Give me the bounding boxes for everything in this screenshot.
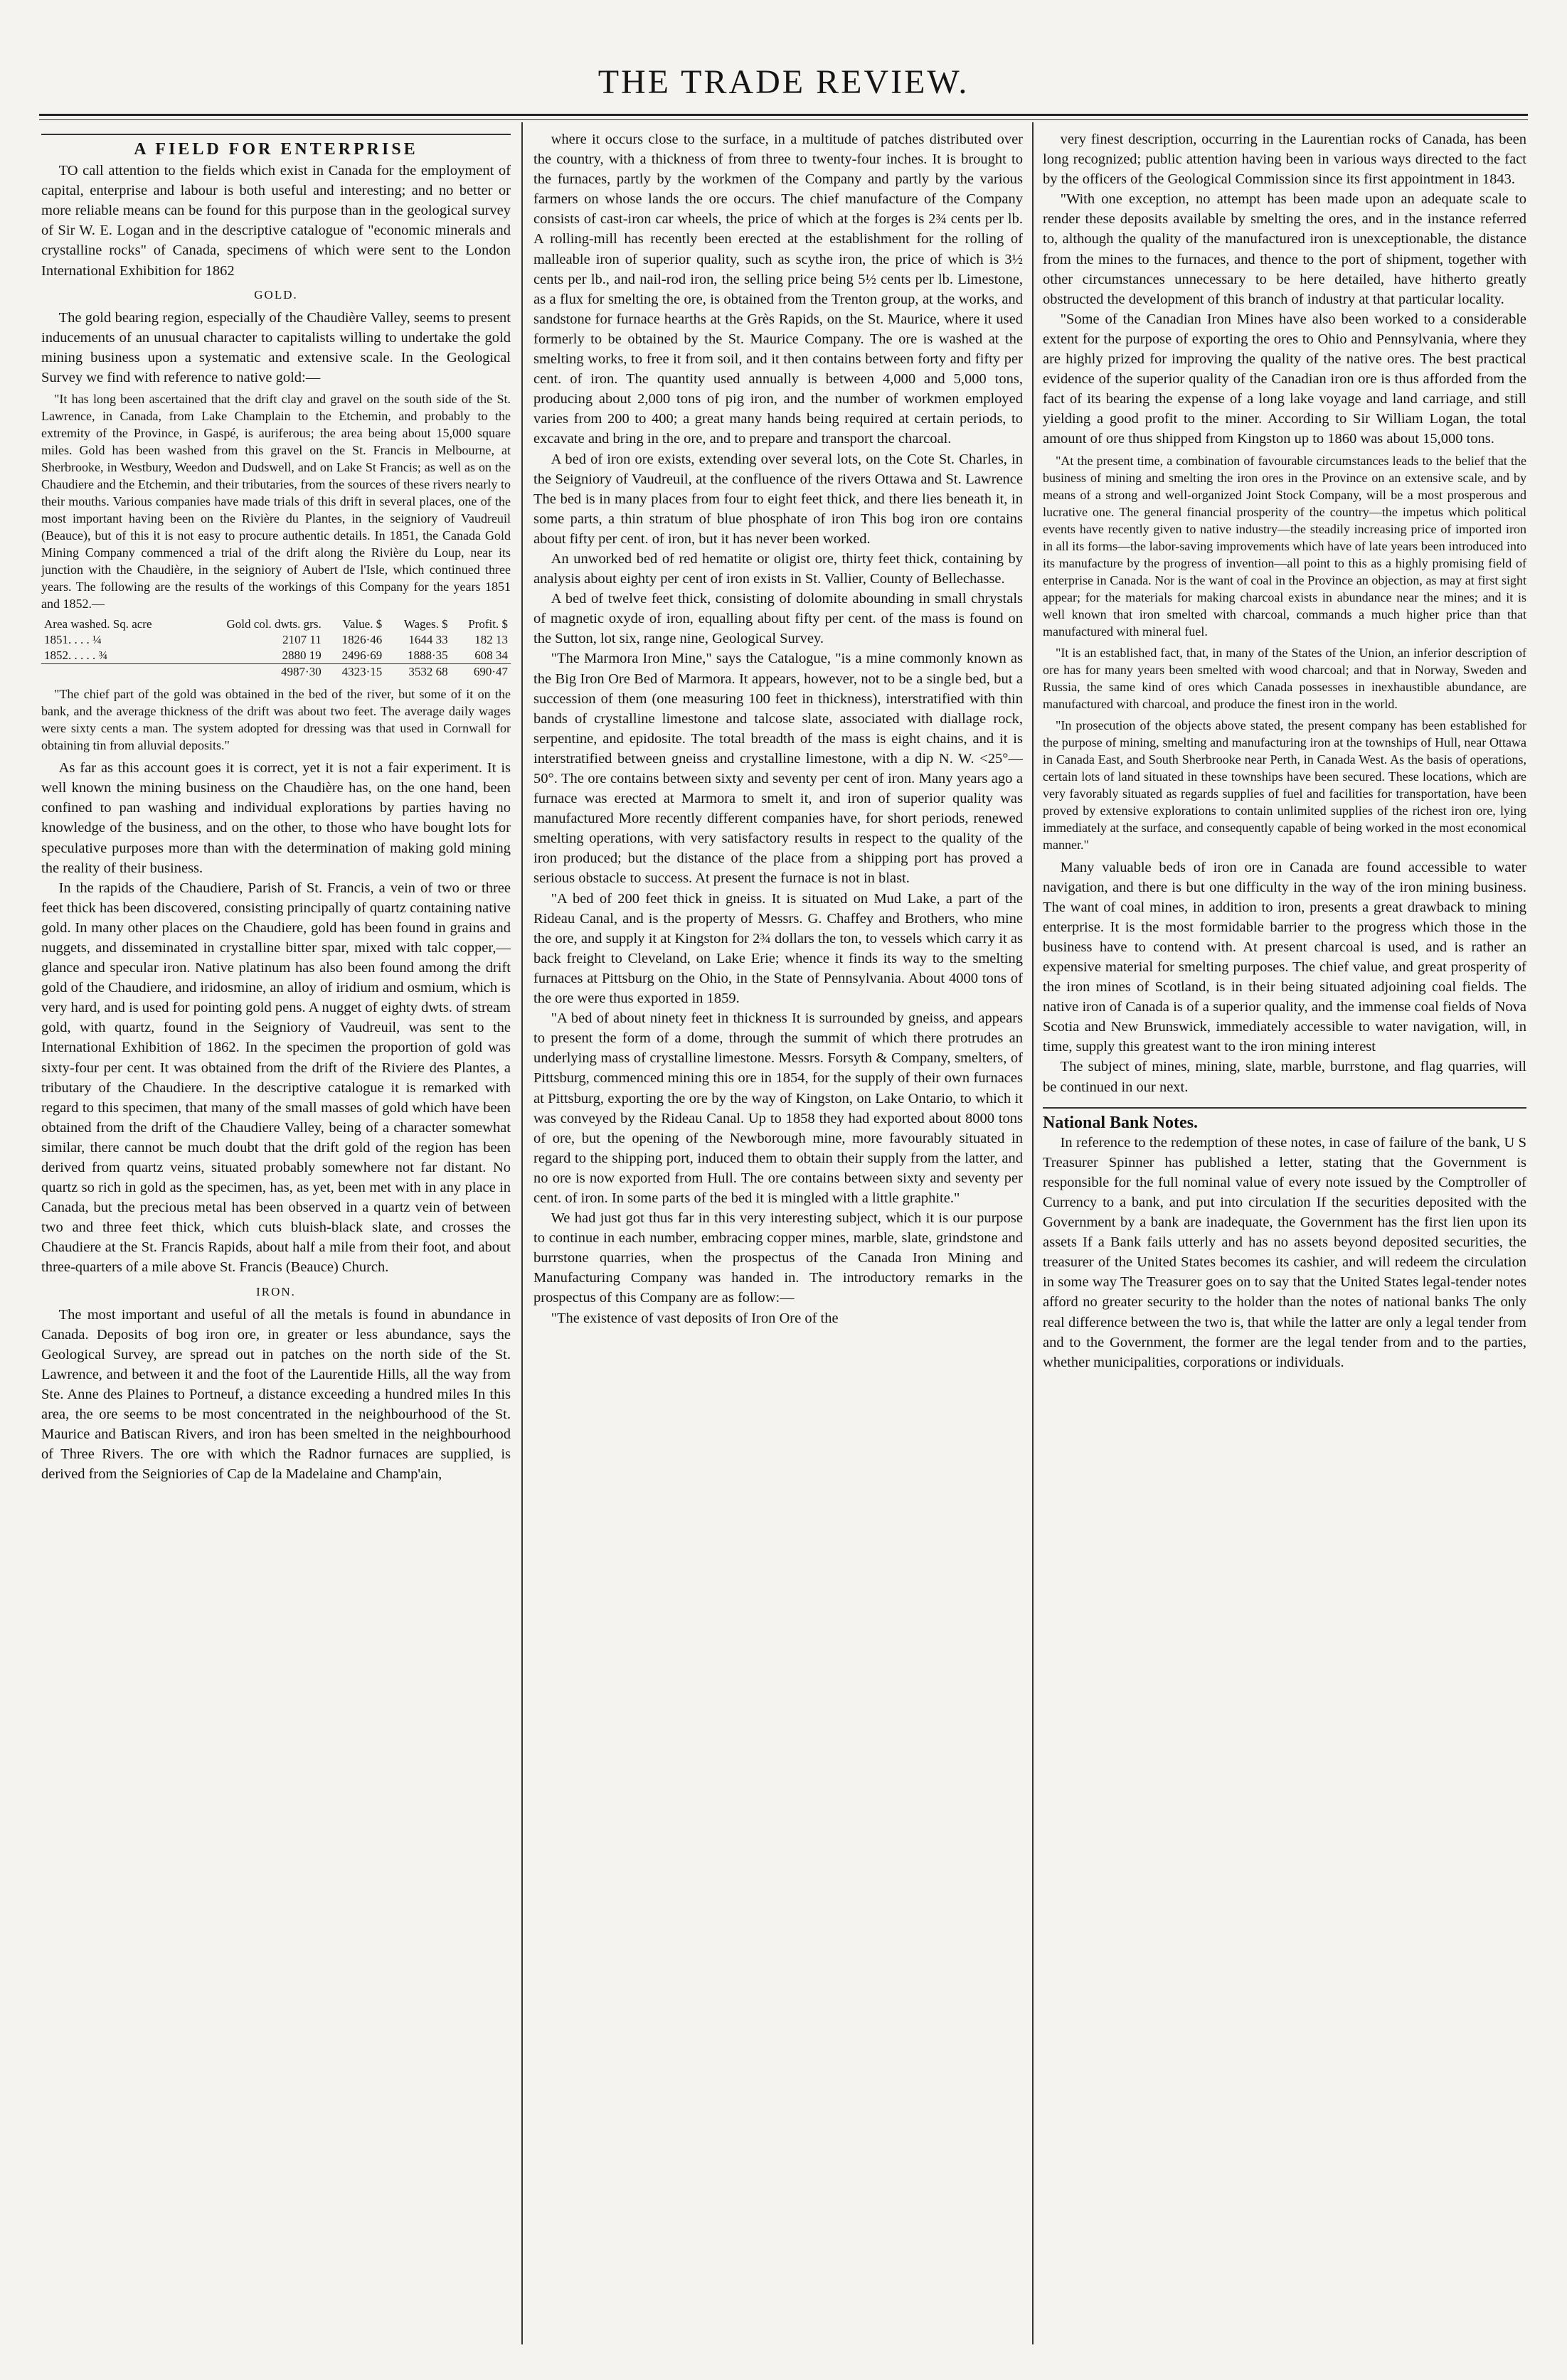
article-paragraph: TO call attention to the fields which exist in Canada for the employment of capital, enterprise and labour is both useful and interesting; and no better or more reliable means can be found for this purpose than in the geological survey of Sir W. E. Logan and in the descriptive catalogue of "economic minerals and crystalline rocks" of Canada, specimens of which were sent to the London International Exhibition for 1862 [41,163,511,279]
table-cell: 1852. . . . . ¾ [44,649,108,663]
table-header: Profit. $ [468,617,508,631]
article-paragraph: As far as this account goes it is correct, yet it is not a fair experiment. It is well known the mining business on the Chaudière has, on the one hand, been confined to pan washing and individual explorations by parties having no knowledge of the business, and on the other, to those who have bought lots for speculative purposes more than with the determination of making gold mining the reality of their business. [41,760,511,876]
table-cell: 608 34 [474,649,508,663]
table-row [41,648,511,664]
article-paragraph: The subject of mines, mining, slate, marble, burrstone, and flag quarries, will be continued in our next. [1043,1059,1526,1095]
article-paragraph: In the rapids of the Chaudiere, Parish of St. Francis, a vein of two or three feet thick has been discovered, consisting principally of quartz containing native gold. In many other places on the Chaudiere, gold has been found in grains and nuggets, and disseminated in crystalline bitter spar, mixed with talc copper,—glance and specular iron. Native platinum has also been found among the drift gold of the Chaudiere, and iridosmine, an alloy of iridium and osmium, which is very hard, and is used for pointing gold pens. A nugget of eighty dwts. of stream gold, with quartz, found in the Seigniory of Vaudreuil, was sent to the International Exhibition of 1862. In the specimen the proportion of gold was sixty-four per cent. It was obtained from the drift of the Riviere des Plantes, a tributary of the Chaudiere. In the descriptive catalogue it is remarked with regard to this specimen, that many of the small masses of gold which have been obtained from the drift of the Chaudiere Valley, being of a character somewhat similar, there cannot be much doubt that the drift gold of the region has been derived from quartz veins, situated probably somewhere not far distant. No quartz so rich in gold as the specimen, has, as yet, been met with in any place in Canada, but the precious metal has been observed in a quartz vein of between two and three feet thick, which cuts bluish-black slate, and crosses the Chaudiere at the St. Francis Rapids, about half a mile from their foot, and about three-quarters of a mile above St. Francis (Beauce) Church. [41,880,511,1276]
quoted-passage: "In prosecution of the objects above stated, the present company has been established for the purpose of mining, smelting and manufacturing iron at the townships of Hull, near Ottawa in Canada East, and South Sherbrooke near Perth, in Canada West. As the basis of operations, certain lots of land situated in these townships have been secured. These locations, which are very favorably situated as regards supplies of fuel and facilities for transportation, have been proved by extensive explorations to contain unlimited supplies of the richest iron ore, lying immediately at the surface, and consequently capable of being worked in the most economical manner." [1043,717,1526,852]
table-header: Wages. $ [403,617,448,631]
table-cell: 2880 19 [282,649,322,663]
section-heading-gold: GOLD. [254,287,298,301]
table-cell: 1644 33 [408,633,448,647]
article-paragraph: Many valuable beds of iron ore in Canada are found accessible to water navigation, and there is but one difficulty in the way of the iron mining business. The want of coal mines, in addition to iron, presents a great drawback to mining enterprise. It is the most formidable barrier to the progress which those in the business have to contend with. At present charcoal is used, and is rather an expensive material for smelting purposes. The chief value, and great prosperity of the iron mines of Scotland, is in their being situated adjoining coal fields. The native iron of Canada is of a superior quality, and the immense coal fields of Nova Scotia and New Brunswick, immediately accessible to water navigation, will, in time, supply this greatest want to the iron mining interest [1043,859,1526,1055]
column-divider [1032,122,1034,2344]
article-paragraph: "A bed of about ninety feet in thickness It is surrounded by gneiss, and appears to present the form of a dome, through the summit of which there protrudes an underlying mass of crystalline limestone. Messrs. Forsyth & Company, smelters, of Pittsburg, commenced mining this ore in 1854, for the supply of their own furnaces at Pittsburg, exporting the ore by the way of Kingston, on Lake Ontario, to which it was conveyed by the Rideau Canal. Up to 1858 they had exported about 8000 tons of ore, but the opening of the Newborough mine, more favourably situated in regard to the shipping port, induced them to obtain their supply from the latter, and no ore is now exported from Hull. The ore contains between sixty and seventy per cent. of iron. In some parts of the bed it is mingled with a little graphite." [533,1010,1023,1206]
quoted-passage: "At the present time, a combination of favourable circumstances leads to the belief that the business of mining and smelting the iron ores in the Province on an extensive scale, and by means of a strong and well-organized Joint Stock Company, will be a most prosperous and lucrative one. The general financial prosperity of the country—the impetus which political events have recently given to native industry—the steadily increasing price of imported iron in all its forms—the labor-saving improvements which have of late years been introduced into its manufacture by the progress of invention—all point to this as a highly promising field of enterprise in Canada. Nor is the want of coal in the Province an objection, as may at first sight appear; for the materials for making charcoal exists in abundance near the mines; and it is well known that iron smelted with charcoal, commands a much higher price than that manufactured with mineral fuel. [1043,453,1526,639]
quoted-passage: "It is an established fact, that, in many of the States of the Union, an inferior description of ore has for many years been smelted with wood charcoal; and that in Norway, Sweden and Russia, the same kind of ores which Canada possesses in inexhaustible abundance, are manufactured with charcoal, and produce the finest iron in the world. [1043,645,1526,711]
article-paragraph: "With one exception, no attempt has been made upon an adequate scale to render these deposits available by smelting the ores, and in the instance referred to, although the quality of the manufactured iron is unexceptionable, the distance from the mines to the furnaces, and thence to the port of shipment, together with other circumstances unnecessary to be here detailed, have hitherto greatly obstructed the development of this branch of industry at that particular locality. [1043,191,1526,307]
article-paragraph: "A bed of 200 feet thick in gneiss. It is situated on Mud Lake, a part of the Rideau Canal, and is the property of Messrs. G. Chaffey and Brothers, who mine the ore, and supply it at Kingston for 2¾ dollars the ton, to vessels which carry it as back freight to Cleveland, on Lake Erie; whence it finds its way to the smelting furnaces at Pittsburg on the Ohio, in the State of Pennsylvania. About 4000 tons of the ore were thus exported in 1859. [533,890,1023,1007]
article-paragraph: The most important and useful of all the metals is found in abundance in Canada. Deposits of bog iron ore, in greater or less abundance, says the Geological Survey, are spread out in patches on the north side of the St. Lawrence, and between it and the foot of the Laurentide Hills, all the way from Ste. Anne des Plaines to Portneuf, a distance exceeding a hundred miles In this area, the ore seems to be most concentrated in the neighbourhood of the St. Maurice and Batiscan Rivers, and iron has been smelted in the neighbourhood of Three Rivers. The ore with which the Radnor furnaces are supplied, is derived from the Seigniories of Cap de la Madelaine and Champ'ain, [41,1306,511,1483]
article-paragraph: "Some of the Canadian Iron Mines have also been worked to a considerable extent for the purpose of exporting the ores to Ohio and Pennsylvania, where they are highly prized for improving the quality of the native ores. The best practical evidence of the superior quality of the Canadian iron ore is thus afforded from the fact of its bearing the expense of a long lake voyage and land carriage, and still yielding a good profit to the miner. According to Sir William Logan, the total amount of ore thus shipped from Kingston up to 1860 was about 15,000 tons. [1043,311,1526,447]
article-paragraph: "The existence of vast deposits of Iron Ore of the [551,1310,839,1326]
table-cell: 2496·69 [341,649,383,663]
quoted-passage: "It has long been ascertained that the drift clay and gravel on the south side of the St. Lawrence, in Canada, from Lake Champlain to the Etchemin, and probably to the extremity of the Province, in Gaspé, is auriferous; the area being about 15,000 square miles. Gold has been washed from this gravel on the St. Francis in Melbourne, at Sherbrooke, in Westbury, Weedon and Dudswell, and on Lake St Francis; as well as on the Chaudiere and the Etchemin, and their tributaries, from the sources of these rivers nearly to their mouths. Various companies have made trials of this drift in several places, one of the most important having been on the Rivière du Plantes, in the seigniory of Vaudreuil (Beauce), but of this it is not easy to procure authentic details. In 1851, the Canada Gold Mining Company commenced a trial of the drift along the Rivière du Loup, near its junction with the Chaudière, in the seigniory of Aubert de l'Isle, which continued three years. The following are the results of the workings of this Company for the years 1851 and 1852.— [41,392,511,612]
table-cell [41,664,191,681]
article-paragraph: An unworked bed of red hematite or oligist ore, thirty feet thick, containing by analysis about eighty per cent of iron exists in St. Vallier, County of Bellechasse. [533,550,1023,587]
article-paragraph: In reference to the redemption of these notes, in case of failure of the bank, U S Treasurer Spinner has published a letter, stating that the Government is responsible for the full nominal value of every note issued by the Comptroller of Currency to a bank, and put into circulation If the securities deposited with the Government by a bank are inadequate, the Government has the first lien upon its assets If a Bank fails utterly and has no assets beyond deposited securities, the treasurer of the United States becomes its cashier, and will redeem the circulation in some way The Treasurer goes on to say that the United States legal-tender notes afford no greater security to the holder than the notes of national banks The only real difference between the two is, that while the latter are only a legal tender from and to the Government, the former are the legal tender from and to the parties, whether municipalities, corporations or individuals. [1043,1134,1526,1370]
article-paragraph: very finest description, occurring in the Laurentian rocks of Canada, has been long recognized; public attention having been in various ways directed to the fact by the officers of the Geological Commission since its first appointment in 1843. [1043,132,1526,188]
article-headline: A FIELD FOR ENTERPRISE [41,134,511,159]
section-divider [1043,1107,1526,1109]
table-cell: 182 13 [474,633,508,647]
article-paragraph: A bed of twelve feet thick, consisting of dolomite abounding in small chrystals of magnetic oxyde of iron, equalling about fifty per cent. of the mass is found on the Sutton, lot six, range nine, Geological Survey. [533,591,1023,647]
table-cell: 4323·15 [324,664,386,681]
masthead-rule-thin [39,119,1528,120]
quoted-passage: "The chief part of the gold was obtained in the bed of the river, but some of it on the bank, and the average thickness of the drift was about two feet. The average daily wages were sixty cents a man. The system adopted for dressing was that used in Cornwall for obtaining tin from alluvial deposits." [41,687,511,753]
table-cell: 1826·46 [341,633,383,647]
article-paragraph: where it occurs close to the surface, in a multitude of patches distributed over the country, with a thickness of from three to twenty-four inches. It is brought to the furnaces, partly by the workmen of the Company and partly by the various farmers on whose lands the ore occurs. The chief manufacture of the Company consists of cast-iron car wheels, the price of which at the forges is 2¾ cents per lb. A rolling-mill has recently been erected at the establishment for the rolling of malleable iron of superior quality, such as scythe iron, the price of which is 3½ cents per lb., and nail-rod iron, the selling price being 5½ cents per lb. Limestone, as a flux for smelting the ore, is obtained from the Trenton group, at the works, and sandstone for furnace hearths at the Grès Rapids, on the St. Maurice, where it used formerly to be obtained by the St. Maurice Company. The ore is washed at the smelting works, to free it from soil, and it then contains between forty and fifty per cent. of iron. The quantity used annually is between 4,000 and 5,000 tons, producing about 2,000 tons of pig iron, and the number of workmen employed varies from 200 to 400; a great many hands being required at certain periods, to excavate and bring in the ore, and to prepare and transport the charcoal. [533,132,1023,447]
table-total-row [41,664,511,681]
column-divider [521,122,523,2344]
table-cell: 4987·30 [191,664,324,681]
column-2 [533,129,1023,2362]
gold-results-table [41,617,511,680]
article-headline-bank-notes: National Bank Notes. [1043,1113,1199,1132]
table-header: Value. $ [342,617,383,631]
table-header: Gold col. dwts. grs. [226,617,322,631]
article-paragraph: The gold bearing region, especially of the Chaudière Valley, seems to present inducements of an unusual character to capitalists willing to undertake the gold mining business upon a systematic and extensive scale. In the Geological Survey we find with reference to native gold:— [41,309,511,386]
table-cell: 3532 68 [385,664,450,681]
section-heading-iron: IRON. [256,1284,296,1298]
table-cell: 1888·35 [408,649,448,663]
table-header-row [41,617,511,632]
table-header: Area washed. Sq. acre [44,617,152,631]
masthead-rule [39,114,1528,116]
masthead-title: THE TRADE REVIEW. [597,63,970,101]
table-row [41,632,511,648]
column-1 [41,129,511,2362]
article-paragraph: "The Marmora Iron Mine," says the Catalogue, "is a mine commonly known as the Big Iron Ore Bed of Marmora. It appears, however, not to be a single bed, but a succession of them (one measuring 100 feet in thickness), interstratified with thin bands of crystalline limestone and talcose slate, associated with diallage rock, serpentine, and epidosite. The total breadth of the mass is eight chains, and it is interstratified between gneiss and crystalline limestone, with a dip N. W. <25°—50°. The ore contains between sixty and seventy per cent of iron. Many years ago a furnace was erected at Marmora to smelt it, and iron of superior quality was manufactured More recently different companies have, for short periods, renewed smelting operations, with very satisfactory results in respect to the quality of the iron produced; but the distance of the place from a shipping port has proved a serious obstacle to success. At present the furnace is not in blast. [533,651,1023,887]
table-cell: 2107 11 [282,633,322,647]
column-3 [1043,129,1526,2362]
article-paragraph: We had just got thus far in this very interesting subject, which it is our purpose to continue in each number, embracing copper mines, marble, slate, grindstone and burrstone quarries, when the prospectus of the Canada Iron Mining and Manufacturing Company was handed in. The introductory remarks in the prospectus of this Company are as follow:— [533,1210,1023,1306]
table-cell: 1851. . . . ¼ [44,633,102,647]
article-paragraph: A bed of iron ore exists, extending over several lots, on the Cote St. Charles, in the Seigniory of Vaudreuil, at the confluence of the rivers Ottawa and St. Lawrence The bed is in many places from four to eight feet thick, and there lies beneath it, in some parts, a thin stratum of blue phosphate of iron This bog iron ore contains about fifty per cent. of iron, but it has never been worked. [533,451,1023,547]
table-cell: 690·47 [451,664,511,681]
